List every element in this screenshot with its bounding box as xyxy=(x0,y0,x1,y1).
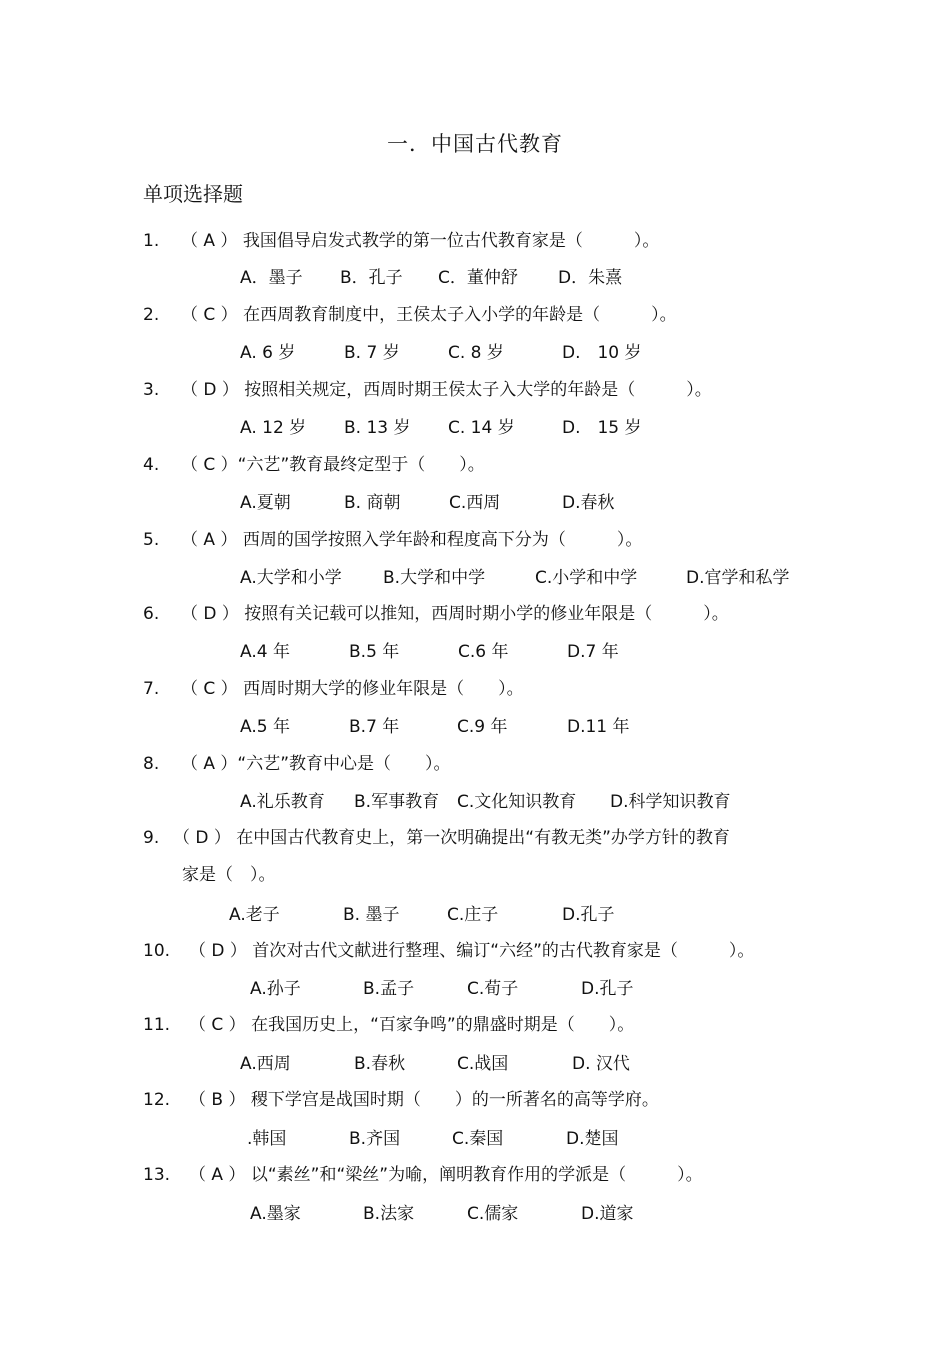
option-d: D．朱熹 xyxy=(558,268,623,288)
question-stem xyxy=(143,1010,634,1035)
question-text: （ D ） 首次对古代文献进行整理、编订“六经”的古代教育家是（ ）。 xyxy=(189,941,755,961)
option-c: C.庄子 xyxy=(447,905,499,925)
option-b: B. 商朝 xyxy=(344,493,401,513)
question-number: 3. xyxy=(143,380,160,400)
question-number: 4. xyxy=(143,455,160,475)
option-d: D.11 年 xyxy=(567,717,630,737)
question-stem xyxy=(143,936,754,961)
question-number: 11. xyxy=(143,1015,171,1035)
option-a: A.5 年 xyxy=(240,717,290,737)
page-title: 一．中国古代教育 xyxy=(387,132,563,156)
option-c: C.小学和中学 xyxy=(535,568,638,588)
question-number: 7. xyxy=(143,679,160,699)
option-b: B.孟子 xyxy=(363,979,415,999)
question-stem xyxy=(143,1160,703,1185)
question-text: （ D ） 在中国古代教育史上，第一次明确提出“有教无类”办学方针的教育 xyxy=(173,828,730,848)
option-d: D.道家 xyxy=(581,1204,634,1224)
option-b: B.春秋 xyxy=(354,1054,406,1074)
option-b: B.法家 xyxy=(363,1204,415,1224)
option-c: C.荀子 xyxy=(467,979,519,999)
question-text: （ A ） 以“素丝”和“梁丝”为喻，阐明教育作用的学派是（ ）。 xyxy=(189,1165,703,1185)
question-stem xyxy=(143,823,730,848)
option-b: B.军事教育 xyxy=(354,792,440,812)
option-b: B. 7 岁 xyxy=(344,343,400,363)
option-d: D.官学和私学 xyxy=(686,568,790,588)
option-b: B.7 年 xyxy=(349,717,400,737)
question-stem xyxy=(143,599,729,624)
option-c: C. 8 岁 xyxy=(448,343,504,363)
option-a: A.礼乐教育 xyxy=(240,792,325,812)
option-c: C.文化知识教育 xyxy=(457,792,577,812)
question-number: 13. xyxy=(143,1165,171,1185)
option-d: D.孔子 xyxy=(581,979,634,999)
question-number: 1. xyxy=(143,231,160,251)
question-number: 9. xyxy=(143,828,160,848)
option-c: C.战国 xyxy=(457,1054,509,1074)
option-a: A.孙子 xyxy=(250,979,301,999)
question-text: （ D ） 按照有关记载可以推知，西周时期小学的修业年限是（ ）。 xyxy=(181,604,729,624)
option-a: A. 6 岁 xyxy=(240,343,296,363)
option-b: B. 13 岁 xyxy=(344,418,411,438)
question-text: （ C ）“六艺”教育最终定型于（ ）。 xyxy=(181,455,485,475)
question-text: （ A ） 我国倡导启发式教学的第一位古代教育家是（ ）。 xyxy=(181,231,660,251)
question-text: （ C ） 在西周教育制度中，王侯太子入小学的年龄是（ ）。 xyxy=(181,305,677,325)
question-text-continued: 家是（ ）。 xyxy=(182,865,276,885)
option-b: B. 墨子 xyxy=(343,905,400,925)
question-text: （ C ） 西周时期大学的修业年限是（ ）。 xyxy=(181,679,524,699)
question-number: 5. xyxy=(143,530,160,550)
option-d: D. 汉代 xyxy=(572,1054,630,1074)
option-b: B.5 年 xyxy=(349,642,400,662)
option-b: B．孔子 xyxy=(340,268,403,288)
option-d: D. 10 岁 xyxy=(562,343,642,363)
question-number: 8. xyxy=(143,754,160,774)
question-stem xyxy=(143,300,677,325)
question-text: （ A ）“六艺”教育中心是（ ）。 xyxy=(181,754,451,774)
question-text: （ D ） 按照相关规定，西周时期王侯太子入大学的年龄是（ ）。 xyxy=(181,380,712,400)
option-d: D.春秋 xyxy=(562,493,615,513)
question-text: （ B ） 稷下学宫是战国时期（ ）的一所著名的高等学府。 xyxy=(189,1090,659,1110)
section-heading: 单项选择题 xyxy=(143,182,243,206)
question-number: 12. xyxy=(143,1090,171,1110)
question-stem xyxy=(143,450,485,475)
option-a: A.4 年 xyxy=(240,642,290,662)
question-text: （ C ） 在我国历史上，“百家争鸣”的鼎盛时期是（ ）。 xyxy=(189,1015,635,1035)
option-a: A.大学和小学 xyxy=(240,568,342,588)
option-d: D.7 年 xyxy=(567,642,619,662)
option-d: D.孔子 xyxy=(562,905,615,925)
option-a: A.老子 xyxy=(229,905,280,925)
option-c: C.秦国 xyxy=(452,1129,504,1149)
option-c: C.9 年 xyxy=(457,717,508,737)
option-d: D.科学知识教育 xyxy=(610,792,731,812)
question-text: （ A ） 西周的国学按照入学年龄和程度高下分为（ ）。 xyxy=(181,530,643,550)
question-stem xyxy=(143,749,451,774)
option-c: C．董仲舒 xyxy=(438,268,518,288)
question-number: 2. xyxy=(143,305,160,325)
option-a: A.夏朝 xyxy=(240,493,291,513)
option-b: B.齐国 xyxy=(349,1129,401,1149)
option-a: A. 12 岁 xyxy=(240,418,307,438)
option-a: A.西周 xyxy=(240,1054,291,1074)
question-stem xyxy=(143,525,642,550)
option-c: C. 14 岁 xyxy=(448,418,515,438)
question-stem xyxy=(143,375,712,400)
option-d: D. 15 岁 xyxy=(562,418,642,438)
question-stem xyxy=(143,226,659,251)
option-b: B.大学和中学 xyxy=(383,568,486,588)
option-a: A.墨家 xyxy=(250,1204,301,1224)
option-c: C.6 年 xyxy=(458,642,509,662)
question-number: 10. xyxy=(143,941,171,961)
question-number: 6. xyxy=(143,604,160,624)
option-d: D.楚国 xyxy=(566,1129,619,1149)
option-a: A．墨子 xyxy=(240,268,303,288)
question-stem xyxy=(143,674,524,699)
option-c: C.西周 xyxy=(449,493,501,513)
option-c: C.儒家 xyxy=(467,1204,519,1224)
question-stem xyxy=(143,1085,659,1110)
option-a: .韩国 xyxy=(247,1129,287,1149)
